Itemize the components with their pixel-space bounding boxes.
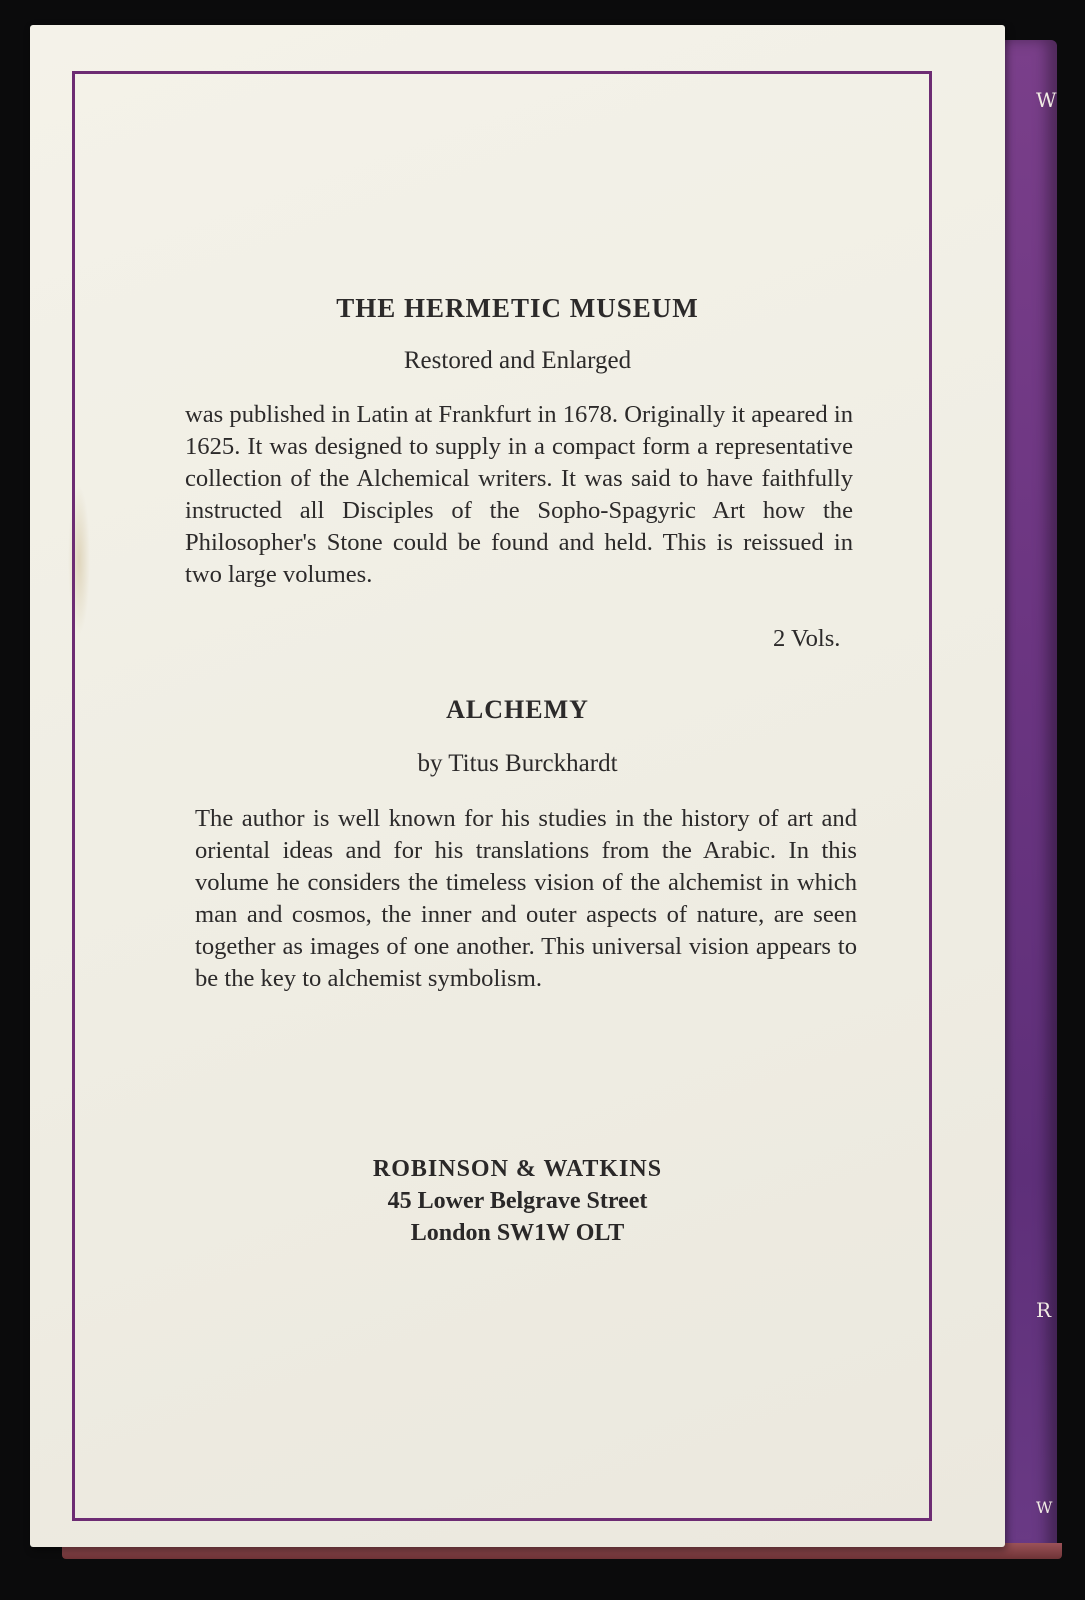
dust-jacket-back bbox=[30, 25, 1005, 1547]
book-description: was published in Latin at Frankfurt in 1678. Originally it apeared in 1625. It was designed to supply in a compact form a representative collection of the Alchemical writers. It was said to have faithfully instructed all Disciples of the Sopho-Spagyric Art how the Philosopher's Stone could be found and held. This is reissued in two large volumes. bbox=[185, 401, 853, 588]
publisher-city: London SW1W OLT bbox=[410, 1220, 625, 1246]
publisher-name: ROBINSON & WATKINS bbox=[372, 1156, 663, 1182]
spine-letter-top: W bbox=[1036, 88, 1057, 112]
book-subtitle: Restored and Enlarged bbox=[403, 347, 632, 374]
book-description: The author is well known for his studies in the history of art and oriental ideas and for his translations from the Arabic. In this volume he considers the timeless vision of the alchemist in which man and cosmos, the inner and outer aspects of nature, are seen together as images of one another. This universal vision appears to be the key to alchemist symbolism. bbox=[195, 805, 857, 992]
book-author-block bbox=[30, 750, 1005, 778]
book-subtitle-block bbox=[30, 347, 1005, 375]
book-title: ALCHEMY bbox=[446, 695, 589, 724]
publisher-street: 45 Lower Belgrave Street bbox=[387, 1188, 648, 1214]
book-author: by Titus Burckhardt bbox=[417, 750, 618, 777]
spine-letter-bottom: W bbox=[1036, 1498, 1053, 1517]
spine-letter-middle: R bbox=[1036, 1298, 1052, 1322]
book-listing-alchemy bbox=[30, 695, 1005, 725]
purple-border-frame bbox=[72, 71, 932, 1521]
publisher-imprint bbox=[30, 1153, 1005, 1249]
book-listing-hermetic-museum bbox=[30, 293, 1005, 324]
book-title: THE HERMETIC MUSEUM bbox=[336, 293, 699, 323]
volume-count: 2 Vols. bbox=[773, 625, 841, 652]
